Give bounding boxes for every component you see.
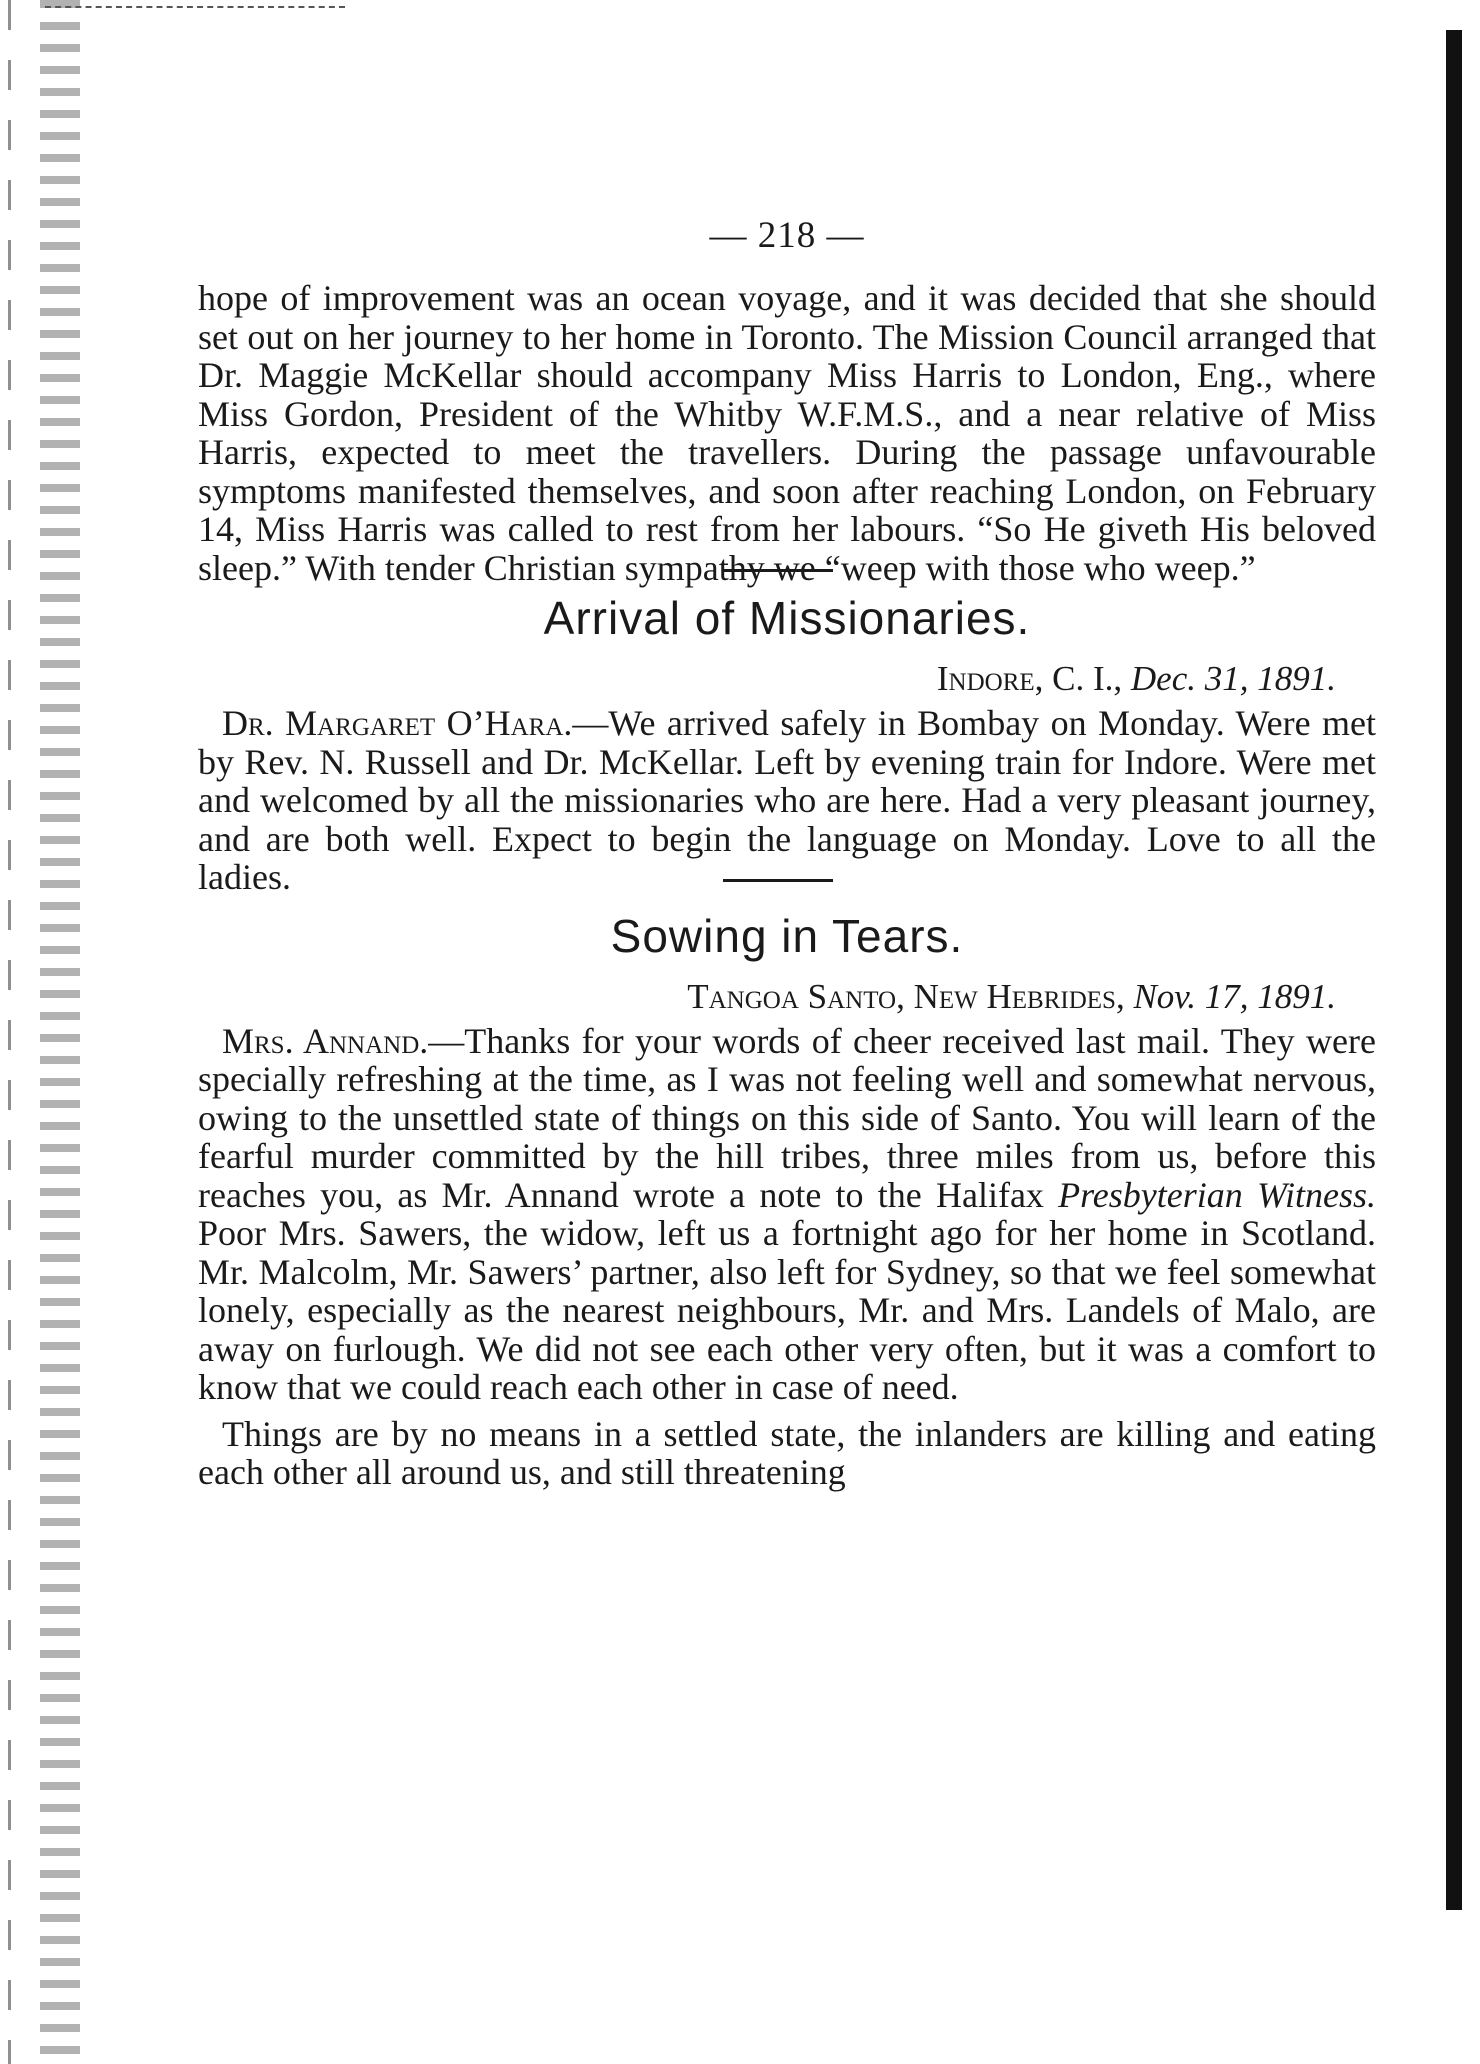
scan-edge-left [40,0,80,2064]
letter-ohara [198,704,1376,897]
document-page [198,214,1376,1492]
letter-author: Mrs. Annand. [222,1020,429,1061]
dateline-tangoa [198,976,1336,1018]
section-heading-sowing: Sowing in Tears. [610,909,964,962]
section-heading-arrival: Arrival of Missionaries. [543,592,1031,644]
page-number: — 218 — [709,215,865,256]
section-divider [723,879,833,882]
letter-annand [198,1022,1376,1407]
scan-edge-left-outer [8,0,11,2064]
scan-edge-right [1446,30,1462,1910]
dateline-indore [198,658,1336,700]
newspaper-title: Presbyterian Witness. [1058,1174,1376,1215]
paragraph-continued: hope of improvement was an ocean voyage, and it was decided that she should set out on her journey to her home in Toronto. The Mission Council arranged that Dr. Maggie McKellar should accompany Miss Harris to London, Eng., where Miss Gordon, President of the Whitby W.F.M.S., and a near relative of Miss Harris, expected to meet the travellers. During the passage unfavourable symptoms manifested themselves, and soon after reaching London, on February 14, Miss Harris was called to rest from her labours. “So He giveth His beloved sleep.” With tender Christian sympathy we “weep with those who weep.” [198,278,1376,588]
letter-body-part-2: Poor Mrs. Sawers, the widow, left us a fortnight ago for her home in Scotland. Mr. Malcolm, Mr. Sawers’ partner, also left for Sydney, so that we feel somewhat lonely, especially as the nearest neighbours, Mr. and Mrs. Landels of Malo, are away on furlough. We did not see each other very often, but it was a comfort to know that we could reach each other in case of need. [198,1213,1376,1407]
scan-top-rule [45,6,345,8]
dateline-place: Tangoa Santo, New Hebrides, [687,976,1125,1016]
letter-body: —We arrived safely in Bombay on Monday. Were met by Rev. N. Russell and Dr. McKellar. Left by evening train for Indore. Were met and welcomed by all the missionaries who are here. Had a very pleasant journey, and are both well. Expect to begin the language on Monday. Love to all the ladies. [198,703,1376,897]
dateline-date: Dec. 31, 1891. [1130,659,1336,698]
dateline-place: Indore, C. I., [936,659,1123,698]
letter-author: Dr. Margaret O’Hara. [222,703,573,743]
dateline-date: Nov. 17, 1891. [1133,976,1336,1016]
letter-annand-continued: Things are by no means in a settled state, the inlanders are killing and eating each other all around us, and still threatening [198,1413,1376,1492]
letter-body-part-1: —Thanks for your words of cheer received last mail. They were specially refreshing at the time, as I was not feeling well and somewhat nervous, owing to the unsettled state of things on this side of Santo. You will learn of the fearful murder committed by the hill tribes, three miles from us, before this reaches you, as Mr. Annand wrote a note to the Halifax [198,1020,1376,1215]
